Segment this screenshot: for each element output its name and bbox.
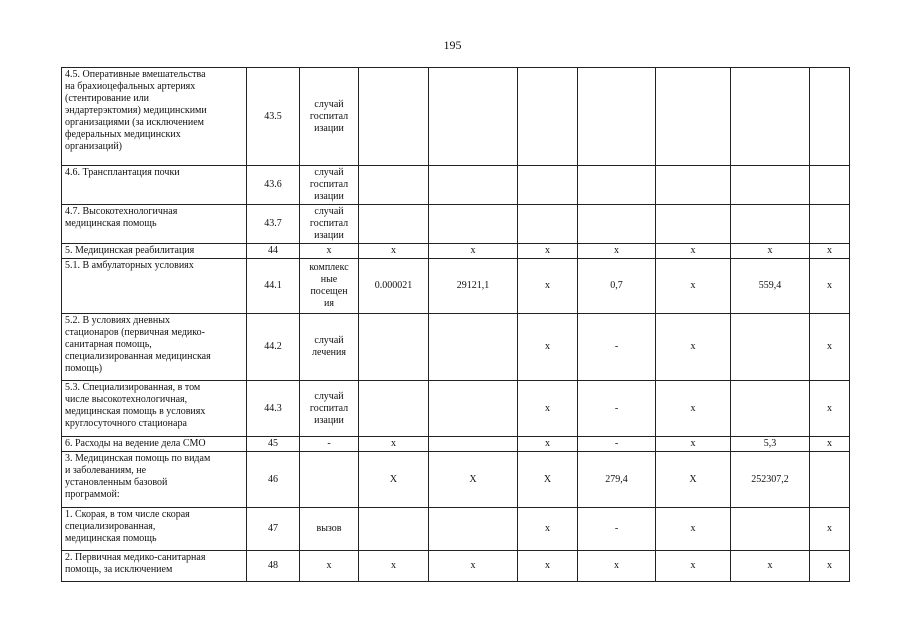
row-value-c4: 279,4 (578, 452, 656, 508)
row-unit: x (326, 245, 332, 256)
table-row (62, 381, 850, 437)
row-name-cell (62, 314, 247, 381)
row-code: 46 (247, 452, 300, 508)
row-name-cell (62, 381, 247, 437)
row-value-c2: x (429, 551, 518, 582)
row-code: 48 (247, 551, 300, 582)
row-value-c3: x (518, 551, 578, 582)
row-value-c1: x (359, 244, 429, 259)
row-unit: вызов (316, 523, 342, 534)
row-value-c6 (731, 381, 810, 437)
row-value-c7: x (810, 437, 850, 452)
financing-table (61, 67, 850, 582)
row-value-c6 (731, 508, 810, 551)
row-value-c7: x (810, 244, 850, 259)
row-value-c5: x (656, 381, 731, 437)
row-unit: случай госпитал изации (309, 167, 349, 202)
row-value-c6 (731, 166, 810, 205)
row-unit: комплекс ные посещен ия (309, 262, 349, 309)
row-code: 44.1 (247, 259, 300, 314)
row-value-c7: x (810, 508, 850, 551)
row-name: 4.7. Высокотехнологичная медицинская помощь (65, 206, 178, 229)
row-value-c2: 29121,1 (429, 259, 518, 314)
row-unit-cell (300, 381, 359, 437)
row-value-c1: X (359, 452, 429, 508)
row-value-c2 (429, 314, 518, 381)
table-row (62, 68, 850, 166)
row-code: 47 (247, 508, 300, 551)
row-value-c5 (656, 166, 731, 205)
table-body (62, 68, 850, 582)
row-value-c5 (656, 205, 731, 244)
row-value-c5: x (656, 508, 731, 551)
row-value-c5: X (656, 452, 731, 508)
row-name: 3. Медицинская помощь по видам и заболеваниям, не установленным базовой программой: (65, 453, 211, 500)
row-unit-cell (300, 437, 359, 452)
page-number: 195 (443, 38, 462, 52)
row-name: 6. Расходы на ведение дела СМО (65, 438, 206, 449)
row-unit: x (326, 560, 332, 571)
row-value-c3 (518, 166, 578, 205)
row-value-c2: X (429, 452, 518, 508)
table-row (62, 551, 850, 582)
row-unit: случай госпитал изации (309, 390, 349, 426)
row-value-c4: - (578, 437, 656, 452)
row-value-c7: x (810, 381, 850, 437)
row-value-c4: x (578, 551, 656, 582)
row-value-c2 (429, 205, 518, 244)
row-value-c3: x (518, 244, 578, 259)
row-value-c3: x (518, 381, 578, 437)
row-name: 5.1. В амбулаторных условиях (65, 260, 194, 271)
row-name: 5. Медицинская реабилитация (65, 245, 195, 256)
table-row (62, 244, 850, 259)
row-value-c5: x (656, 314, 731, 381)
row-value-c3 (518, 205, 578, 244)
row-value-c3: x (518, 437, 578, 452)
row-name: 4.6. Трансплантация почки (65, 167, 180, 178)
row-name: 2. Первичная медико-санитарная помощь, за исключением (65, 552, 206, 575)
row-value-c2: x (429, 244, 518, 259)
row-value-c7 (810, 68, 850, 166)
row-value-c4 (578, 68, 656, 166)
row-value-c2 (429, 508, 518, 551)
row-unit-cell (300, 452, 359, 508)
row-value-c1: x (359, 437, 429, 452)
table-row (62, 508, 850, 551)
row-code: 44 (247, 244, 300, 259)
row-value-c4: - (578, 381, 656, 437)
row-value-c1 (359, 166, 429, 205)
row-value-c4 (578, 205, 656, 244)
row-value-c1: x (359, 551, 429, 582)
row-value-c2 (429, 437, 518, 452)
row-unit: случай лечения (312, 335, 346, 358)
row-value-c1: 0.000021 (359, 259, 429, 314)
row-value-c4: - (578, 508, 656, 551)
row-value-c2 (429, 381, 518, 437)
row-code: 43.7 (247, 205, 300, 244)
row-code: 44.2 (247, 314, 300, 381)
row-value-c2 (429, 166, 518, 205)
row-value-c4: x (578, 244, 656, 259)
row-unit-cell (300, 166, 359, 205)
row-name-cell (62, 259, 247, 314)
row-value-c1 (359, 508, 429, 551)
row-value-c3: X (518, 452, 578, 508)
row-value-c5: x (656, 551, 731, 582)
table-row (62, 452, 850, 508)
row-value-c5: x (656, 437, 731, 452)
row-value-c1 (359, 314, 429, 381)
row-value-c1 (359, 381, 429, 437)
row-value-c1 (359, 205, 429, 244)
row-unit-cell (300, 314, 359, 381)
row-value-c2 (429, 68, 518, 166)
row-unit-cell (300, 68, 359, 166)
row-name-cell (62, 68, 247, 166)
row-value-c3: x (518, 314, 578, 381)
row-value-c7 (810, 166, 850, 205)
row-name-cell (62, 166, 247, 205)
row-name-cell (62, 508, 247, 551)
row-name-cell (62, 551, 247, 582)
row-value-c1 (359, 68, 429, 166)
row-unit: - (327, 438, 331, 449)
row-unit-cell (300, 508, 359, 551)
row-name: 4.5. Оперативные вмешательства на брахиоцефальных артериях (стентирование или эндартерэктомия) медицинскими организациями (за исключением федеральных медицинских организаций) (65, 69, 207, 152)
row-code: 45 (247, 437, 300, 452)
row-unit: случай госпитал изации (309, 98, 349, 134)
row-value-c6: 559,4 (731, 259, 810, 314)
row-value-c3: x (518, 259, 578, 314)
row-code: 44.3 (247, 381, 300, 437)
row-value-c3: x (518, 508, 578, 551)
row-code: 43.6 (247, 166, 300, 205)
row-value-c5: x (656, 259, 731, 314)
row-unit-cell (300, 551, 359, 582)
row-value-c7: x (810, 314, 850, 381)
row-name-cell (62, 452, 247, 508)
row-name-cell (62, 205, 247, 244)
row-value-c7 (810, 452, 850, 508)
table-row (62, 314, 850, 381)
row-value-c7 (810, 205, 850, 244)
row-value-c6 (731, 314, 810, 381)
row-unit-cell (300, 205, 359, 244)
row-name: 1. Скорая, в том числе скорая специализированная, медицинская помощь (65, 509, 190, 544)
row-value-c7: x (810, 551, 850, 582)
row-value-c5: x (656, 244, 731, 259)
table-row (62, 205, 850, 244)
row-name-cell (62, 437, 247, 452)
row-unit: случай госпитал изации (309, 206, 349, 241)
row-value-c5 (656, 68, 731, 166)
row-name-cell (62, 244, 247, 259)
row-value-c6: 252307,2 (731, 452, 810, 508)
row-value-c3 (518, 68, 578, 166)
row-value-c4: - (578, 314, 656, 381)
row-unit-cell (300, 259, 359, 314)
table-row (62, 259, 850, 314)
row-value-c6 (731, 205, 810, 244)
row-name: 5.3. Специализированная, в том числе высокотехнологичная, медицинская помощь в условиях круглосуточного стационара (65, 382, 206, 429)
row-value-c7: x (810, 259, 850, 314)
row-code: 43.5 (247, 68, 300, 166)
row-value-c6: 5,3 (731, 437, 810, 452)
row-value-c6: x (731, 551, 810, 582)
table-row (62, 166, 850, 205)
row-value-c6: x (731, 244, 810, 259)
row-value-c4: 0,7 (578, 259, 656, 314)
row-name: 5.2. В условиях дневных стационаров (первичная медико- санитарная помощь, специализированная медицинская помощь) (65, 315, 211, 374)
row-unit-cell (300, 244, 359, 259)
table-row (62, 437, 850, 452)
row-value-c4 (578, 166, 656, 205)
row-value-c6 (731, 68, 810, 166)
